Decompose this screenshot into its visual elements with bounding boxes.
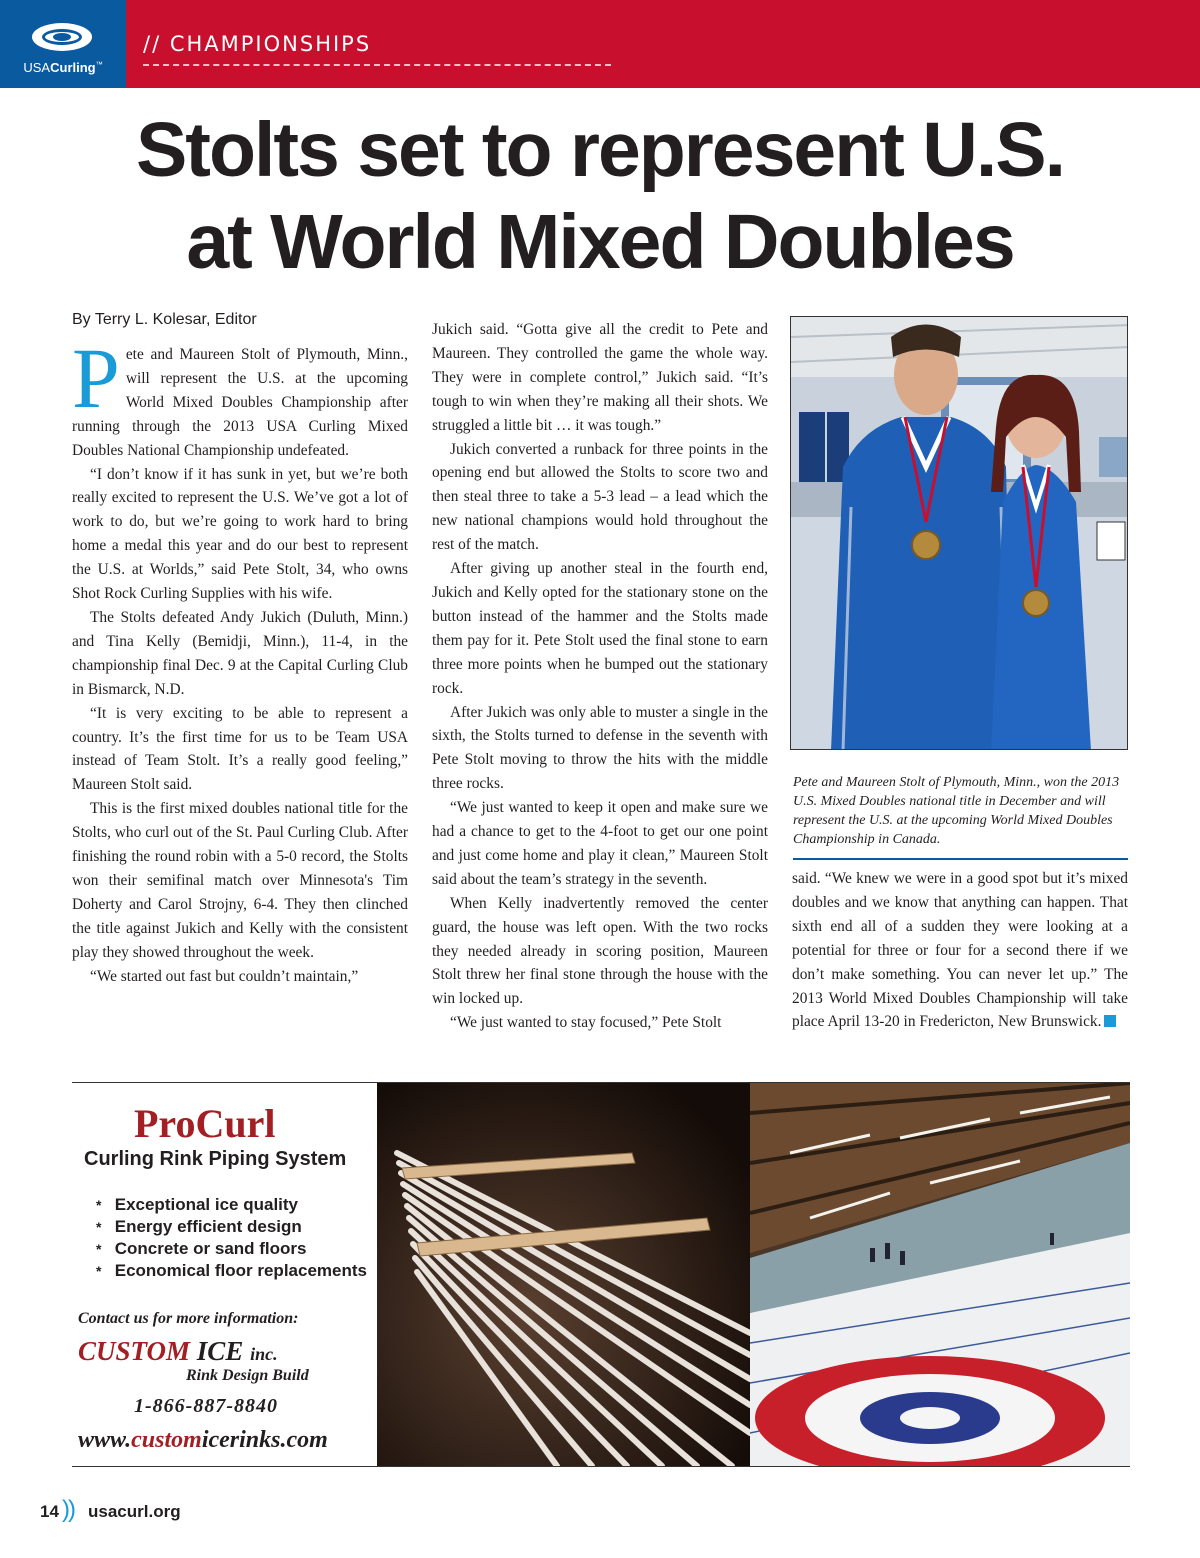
section-label: // CHAMPIONSHIPS <box>143 32 372 56</box>
ad-contact-label: Contact us for more information: <box>78 1310 299 1327</box>
article-headline: Stolts set to represent U.S. at World Mixed Doubles <box>135 107 1065 285</box>
curling-rink-photo <box>750 1083 1130 1466</box>
page-number: 14 <box>40 1502 59 1521</box>
list-item: * Exceptional ice quality <box>96 1195 299 1214</box>
paragraph: After giving up another steal in the fourth end, Jukich and Kelly opted for the stationary stone on the button instead of the hammer and the Stolts made them pay for it. Pete Stolt used the final stone to earn three more points when he bumped out the stationary rock. <box>432 560 768 697</box>
drop-cap: P <box>72 330 120 426</box>
ad-feature-list <box>96 1194 367 1282</box>
ad-phone[interactable]: 1-866-887-8840 <box>134 1395 278 1417</box>
paragraph: After Jukich was only able to muster a single in the sixth, the Stolts turned to defense in the seventh with Pete Stolt moving to throw the hits with the middle three rocks. <box>432 703 768 793</box>
list-item: * Concrete or sand floors <box>96 1239 307 1258</box>
list-item: * Economical floor replacements <box>96 1261 367 1280</box>
byline: By Terry L. Kolesar, Editor <box>72 311 257 328</box>
rink-piping-photo <box>377 1083 750 1466</box>
photo-caption: Pete and Maureen Stolt of Plymouth, Minn., won the 2013 U.S. Mixed Doubles national title in December and will represent the U.S. at the upcoming World Mixed Doubles Championship in Canada. <box>793 775 1120 847</box>
article-column-3 <box>792 867 1128 1034</box>
paragraph: “We just wanted to keep it open and make sure we had a chance to get to the 4-foot to get our one point and just come home and play it clean,” Maureen Stolt said about the team’s strategy in the seventh. <box>432 799 768 888</box>
usa-curling-logo[interactable] <box>0 0 126 88</box>
asterisk-icon: * <box>96 1197 102 1213</box>
paragraph: When Kelly inadvertently removed the center guard, the house was left open. With the two rocks they needed already in scoring position, Maureen Stolt threw her final stone through the house with the win locked up. <box>432 894 768 1008</box>
paragraph: Jukich said. “Gotta give all the credit to Pete and Maureen. They controlled the game the whole way. They were in complete control,” Jukich said. “It’s tough to win when they’re making all their shots. We struggled a little bit … it was tough.” <box>432 321 768 434</box>
ad-brand: ProCurl <box>134 1101 276 1146</box>
paragraph: “I don’t know if it has sunk in yet, but we’re both really excited to represent the U.S. We’ve got a lot of work to do, but we’re going to work hard to bring home a medal this year and do our best to represent the U.S. at Worlds,” said Pete Stolt, 34, who owns Shot Rock Curling Supplies with his wife. <box>72 465 408 603</box>
ad-subtitle: Curling Rink Piping System <box>84 1148 347 1170</box>
stolt-couple-photo <box>790 316 1128 750</box>
footer-bracket-icon: )) <box>62 1496 74 1523</box>
caption-divider <box>793 858 1128 860</box>
list-item: * Energy efficient design <box>96 1217 302 1236</box>
paragraph: ete and Maureen Stolt of Plymouth, Minn., will represent the U.S. at the upcoming World Mixed Doubles Championship after running through the 2013 USA Curling Mixed Doubles National Championship undefeated. <box>72 346 408 459</box>
asterisk-icon: * <box>96 1219 102 1235</box>
paragraph: “It is very exciting to be able to represent a country. It’s the first time for us to be Team USA instead of Team Stolt. It’s a really good feeling,” Maureen Stolt said. <box>72 704 408 794</box>
paragraph: This is the first mixed doubles national title for the Stolts, who curl out of the St. Paul Curling Club. After finishing the round robin with a 5-0 record, the Stolts won their semifinal match over Minnesota's Tim Doherty and Carol Strojny, 6-4. They then clinched the title against Jukich and Kelly with the consistent play they showed throughout the week. <box>72 800 408 961</box>
section-divider <box>143 64 611 66</box>
ad-website-link[interactable]: www.customicerinks.com <box>78 1427 328 1453</box>
ad-company-name: CUSTOM ICE inc. <box>78 1336 278 1366</box>
asterisk-icon: * <box>96 1241 102 1257</box>
paragraph: Jukich converted a runback for three points in the opening end but allowed the Stolts to score two and then steal three to take a 5-3 lead – a lead which the new national champions would hold throughout the rest of the match. <box>432 440 768 554</box>
paragraph: said. “We knew we were in a good spot but it’s mixed doubles and we know that anything can happen. That sixth end all of a sudden they were looking at a potential for three or four for a second there if we don’t make something. You can never let up.” The 2013 World Mixed Doubles Championship will take place April 13-20 in Fredericton, New Brunswick. <box>792 870 1128 1031</box>
asterisk-icon: * <box>96 1263 102 1279</box>
logo-text: USACurling™ <box>23 60 103 75</box>
article-column-1 <box>72 330 408 988</box>
ad-bottom-rule <box>72 1466 1130 1467</box>
footer-site-link[interactable]: usacurl.org <box>88 1502 181 1521</box>
paragraph: “We just wanted to stay focused,” Pete Stolt <box>450 1014 722 1032</box>
curling-stone-icon <box>32 23 92 51</box>
paragraph: The Stolts defeated Andy Jukich (Duluth, Minn.) and Tina Kelly (Bemidji, Minn.), 11-4, in the championship final Dec. 9 at the Capital Curling Club in Bismarck, N.D. <box>72 608 408 698</box>
ad-tagline: Rink Design Build <box>186 1367 309 1384</box>
end-mark-icon <box>1104 1015 1116 1027</box>
article-column-2 <box>432 318 768 1035</box>
paragraph: “We started out fast but couldn’t maintain,” <box>90 967 359 985</box>
